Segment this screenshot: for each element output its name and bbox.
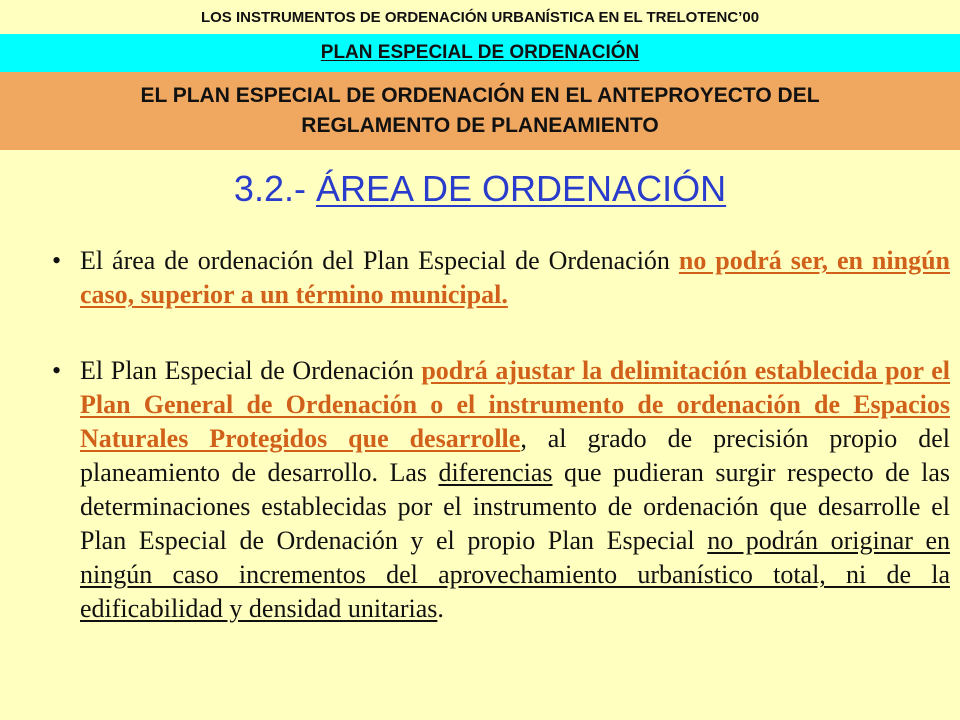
bullet-point: • xyxy=(52,356,62,385)
bullet-paragraph-1 xyxy=(52,244,950,312)
section-title: ÁREA DE ORDENACIÓN xyxy=(315,168,727,209)
subtitle-line-1: EL PLAN ESPECIAL DE ORDENACIÓN EN EL ANTEPROYECTO DEL xyxy=(140,84,820,107)
paragraph-text: , al grado de precisión propio del planeamiento de desarrollo. Las xyxy=(80,424,950,487)
underlined-text: diferencias xyxy=(438,458,553,487)
subtitle-banner xyxy=(0,72,960,150)
bullet-point: • xyxy=(52,246,62,275)
plan-title-banner xyxy=(0,34,960,72)
paragraph-text: que pudieran surgir respecto de las determinaciones establecidas por el instrumento de ordenación que desarrolle el Plan Especial de Ordenación y el propio Plan Especial xyxy=(80,458,950,555)
subtitle-line-2: REGLAMENTO DE PLANEAMIENTO xyxy=(301,114,659,137)
bullet-paragraph-2 xyxy=(52,354,950,626)
paragraph-text: El área de ordenación del Plan Especial de Ordenación xyxy=(80,246,679,275)
paragraph-text: . xyxy=(437,594,444,623)
paragraph-text: El Plan Especial de Ordenación xyxy=(80,356,422,385)
highlighted-text: podrá ajustar la delimitación establecida por el Plan General de Ordenación o el instrumento de ordenación de Espacios Naturales Protegidos que desarrolle xyxy=(80,356,951,453)
plan-title: PLAN ESPECIAL DE ORDENACIÓN xyxy=(320,42,640,63)
section-heading xyxy=(0,168,960,210)
top-title: LOS INSTRUMENTOS DE ORDENACIÓN URBANÍSTICA EN EL TRELOTENC’00 xyxy=(200,8,760,26)
highlighted-text: no podrá ser, en ningún caso, superior a un término municipal. xyxy=(80,246,950,309)
top-header xyxy=(0,0,960,34)
section-number: 3.2.- xyxy=(233,168,306,209)
underlined-text: no podrán originar en ningún caso incrementos del aprovechamiento urbanístico total, ni de la edificabilidad y densidad unitarias xyxy=(80,526,951,623)
